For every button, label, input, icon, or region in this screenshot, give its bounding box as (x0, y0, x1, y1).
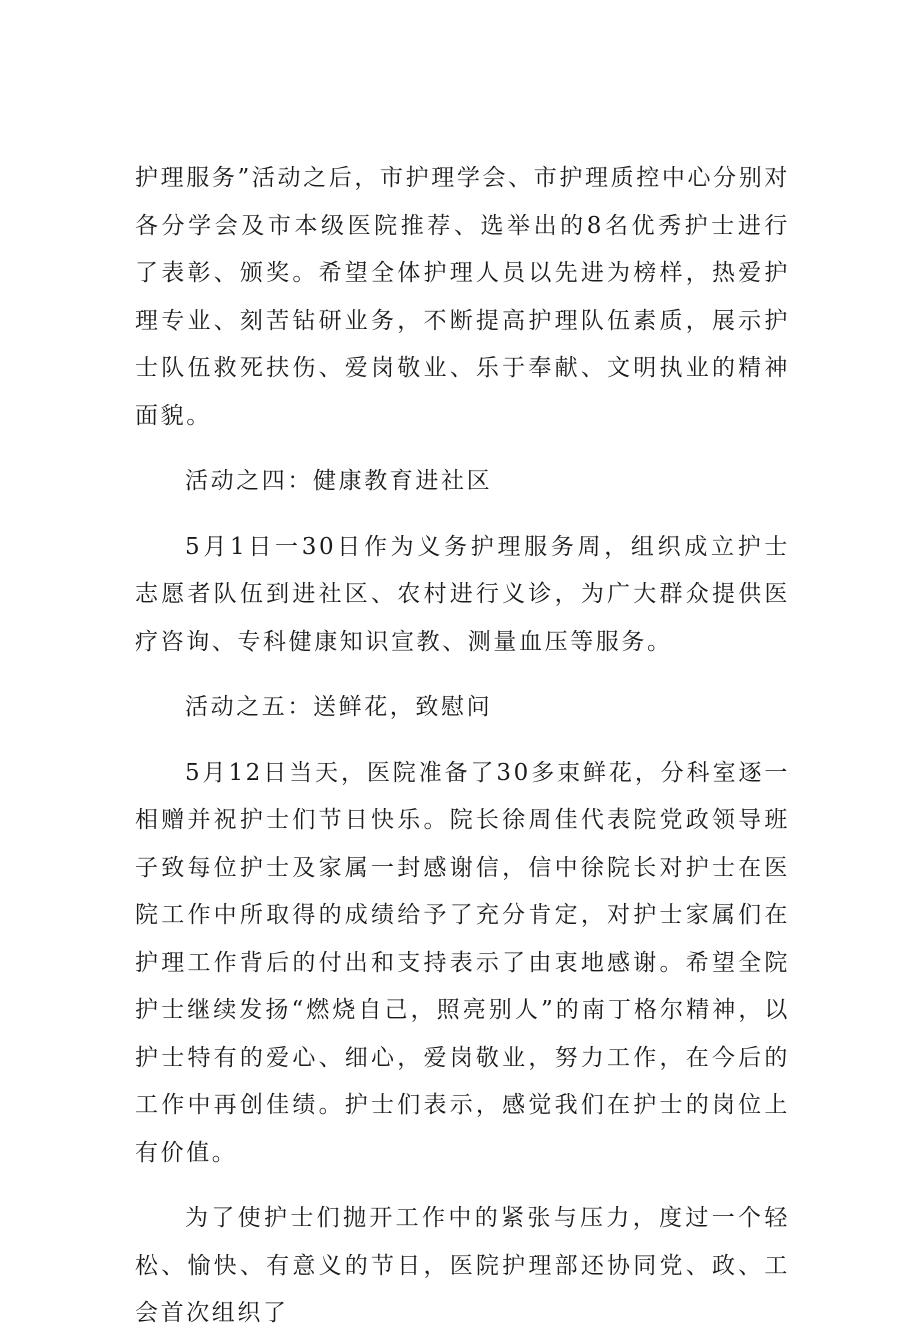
heading-activity-four: 活动之四：健康教育进社区 (185, 468, 493, 494)
heading-activity-five: 活动之五：送鲜花，致慰问 (185, 694, 493, 720)
paragraph-flowers-thanks: 5月12日当天，医院准备了30多束鲜花，分科室逐一相赠并祝护士们节日快乐。院长徐周佳代表院党政领导班子致每位护士及家属一封感谢信，信中徐院长对护士在医院工作中所取得的成绩给予了充分肯定，对护士家属们在护理工作背后的付出和支持表示了由衷地感谢。希望全院护士继续发扬“燃烧自己，照亮别人”的南丁格尔精神，以护士特有的爱心、细心，爱岗敬业，努力工作，在今后的工作中再创佳绩。护士们表示，感觉我们在护士的岗位上有价值。 (135, 759, 790, 1166)
paragraph-festival-event: 为了使护士们抛开工作中的紧张与压力，度过一个轻松、愉快、有意义的节日，医院护理部还协同党、政、工会首次组织了 (135, 1205, 790, 1326)
paragraph-award-continuation: 护理服务”活动之后，市护理学会、市护理质控中心分别对各分学会及市本级医院推荐、选举出的8名优秀护士进行了表彰、颁奖。希望全体护理人员以先进为榜样，热爱护理专业、刻苦钻研业务，不断提高护理队伍素质，展示护士队伍救死扶伤、爱岗敬业、乐于奉献、文明执业的精神面貌。 (135, 165, 790, 429)
document-body (135, 155, 790, 1338)
paragraph-volunteer-week: 5月1日一30日作为义务护理服务周，组织成立护士志愿者队伍到进社区、农村进行义诊，为广大群众提供医疗咨询、专科健康知识宣教、测量血压等服务。 (135, 533, 790, 655)
